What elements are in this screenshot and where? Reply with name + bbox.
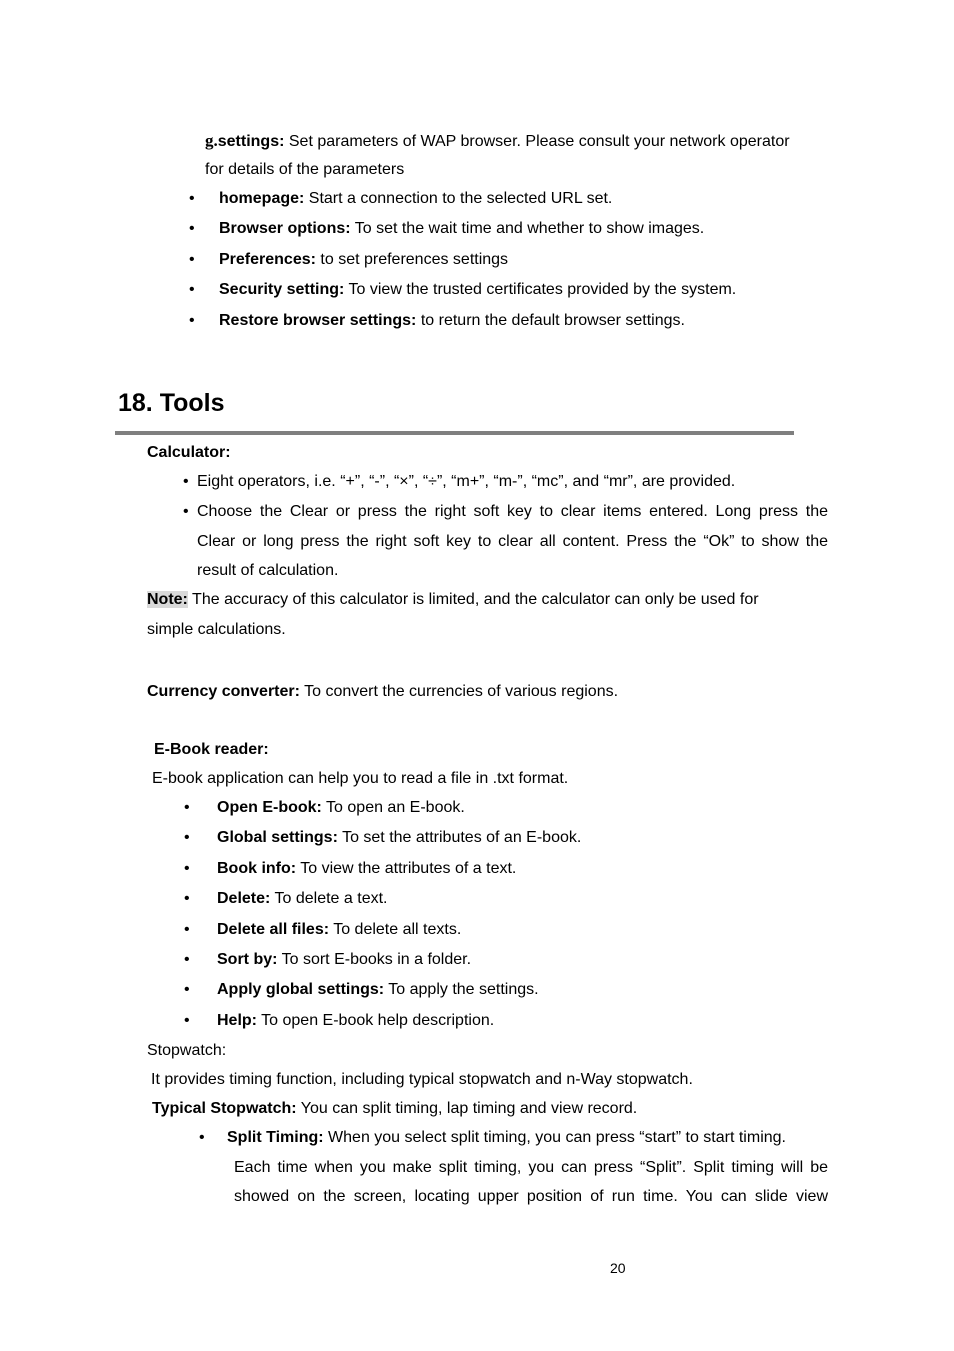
split-timing-line3: showed on the screen, locating upper position of run time. You can slide view <box>234 1188 828 1205</box>
list-item: Sort by: To sort E-books in a folder. <box>217 951 472 968</box>
note-label: Note: <box>147 591 188 608</box>
split-timing-line1: Split Timing: When you select split timing, you can press “start” to start timing. <box>227 1129 786 1146</box>
list-letter: g. <box>205 131 218 150</box>
settings-term: settings: <box>217 133 285 150</box>
bullet: • <box>183 473 189 490</box>
bullet: • <box>189 190 195 207</box>
list-item: Delete all files: To delete all texts. <box>217 921 462 938</box>
list-item: Open E-book: To open an E-book. <box>217 799 465 816</box>
list-item: Browser options: To set the wait time and whether to show images. <box>219 220 705 237</box>
section-title: 18. Tools <box>118 389 225 417</box>
bullet: • <box>189 220 195 237</box>
stopwatch-heading: Stopwatch: <box>147 1042 227 1059</box>
list-item: Preferences: to set preferences settings <box>219 251 509 268</box>
bullet: • <box>184 890 190 907</box>
bullet: • <box>199 1129 205 1146</box>
settings-text: Set parameters of WAP browser. Please consult your network operator <box>284 133 790 150</box>
list-item: Global settings: To set the attributes of an E-book. <box>217 829 582 846</box>
bullet: • <box>184 799 190 816</box>
calculator-note-line2: simple calculations. <box>147 621 286 638</box>
calculator-bullet-2-line2: Clear or long press the right soft key to clear all content. Press the “Ok” to show the <box>197 533 828 550</box>
browser-settings-line2: for details of the parameters <box>205 161 405 178</box>
bullet: • <box>184 860 190 877</box>
bullet: • <box>184 981 190 998</box>
bullet: • <box>183 503 189 520</box>
list-item: Book info: To view the attributes of a text. <box>217 860 517 877</box>
bullet: • <box>184 829 190 846</box>
calculator-bullet-2-line3: result of calculation. <box>197 562 339 579</box>
list-item: Restore browser settings: to return the default browser settings. <box>219 312 685 329</box>
list-item: Delete: To delete a text. <box>217 890 388 907</box>
ebook-intro: E-book application can help you to read a file in .txt format. <box>152 770 569 787</box>
page-number: 20 <box>610 1260 626 1276</box>
bullet: • <box>184 951 190 968</box>
bullet: • <box>184 921 190 938</box>
bullet: • <box>189 251 195 268</box>
list-item: homepage: Start a connection to the selected URL set. <box>219 190 613 207</box>
bullet: • <box>189 312 195 329</box>
ebook-heading: E-Book reader: <box>154 741 269 758</box>
browser-settings-line1 <box>205 131 790 152</box>
currency-converter: Currency converter: To convert the currencies of various regions. <box>147 683 619 700</box>
bullet: • <box>189 281 195 298</box>
calculator-note: Note: The accuracy of this calculator is limited, and the calculator can only be used for <box>147 591 759 608</box>
split-timing-line2: Each time when you make split timing, you can press “Split”. Split timing will be <box>234 1159 828 1176</box>
list-item: Apply global settings: To apply the settings. <box>217 981 539 998</box>
list-item: Help: To open E-book help description. <box>217 1012 495 1029</box>
typical-stopwatch: Typical Stopwatch: You can split timing, lap timing and view record. <box>152 1100 638 1117</box>
list-item: Security setting: To view the trusted certificates provided by the system. <box>219 281 737 298</box>
calculator-heading: Calculator: <box>147 444 231 461</box>
stopwatch-intro: It provides timing function, including typical stopwatch and n-Way stopwatch. <box>151 1071 693 1088</box>
calculator-bullet-1: Eight operators, i.e. “+”, “-”, “×”, “÷”, “m+”, “m-”, “mc”, and “mr”, are provided. <box>197 473 736 490</box>
bullet: • <box>184 1012 190 1029</box>
section-divider <box>115 431 794 435</box>
calculator-bullet-2-line1: Choose the Clear or press the right soft key to clear items entered. Long press the <box>197 503 828 520</box>
